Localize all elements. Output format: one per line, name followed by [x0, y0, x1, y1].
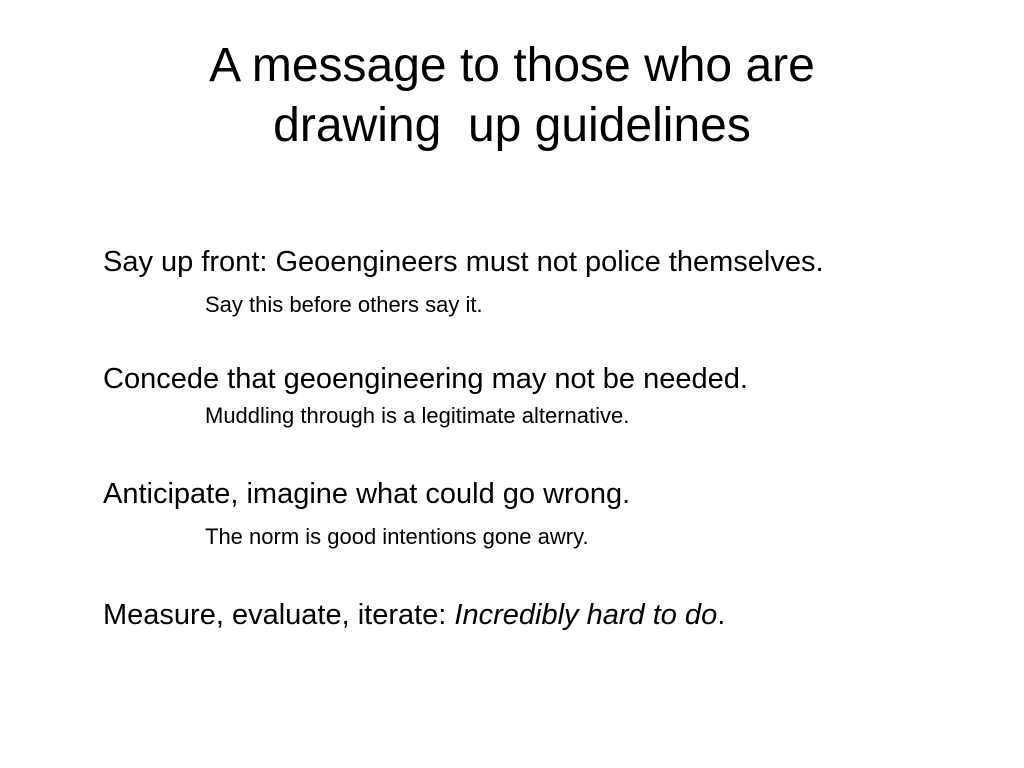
point-1-text: Say up front: Geoengineers must not police themselves.: [103, 246, 824, 278]
point-2-subtext: Muddling through is a legitimate alternative.: [205, 403, 630, 428]
point-4-plain-text: Measure, evaluate, iterate:: [103, 599, 455, 631]
point-2-text: Concede that geoengineering may not be needed.: [103, 363, 748, 395]
point-3-subtext: The norm is good intentions gone awry.: [205, 524, 589, 549]
point-4-emphasis-text: Incredibly hard to do: [454, 599, 718, 631]
slide-title: [0, 36, 1024, 156]
point-1-subtext: Say this before others say it.: [205, 292, 483, 317]
slide-title-line-1: A message to those who are: [209, 39, 815, 92]
point-4-end-text: .: [717, 599, 726, 631]
slide-title-line-2: drawing up guidelines: [273, 99, 751, 152]
point-4-text: [103, 598, 725, 632]
point-3-text: Anticipate, imagine what could go wrong.: [103, 478, 631, 510]
